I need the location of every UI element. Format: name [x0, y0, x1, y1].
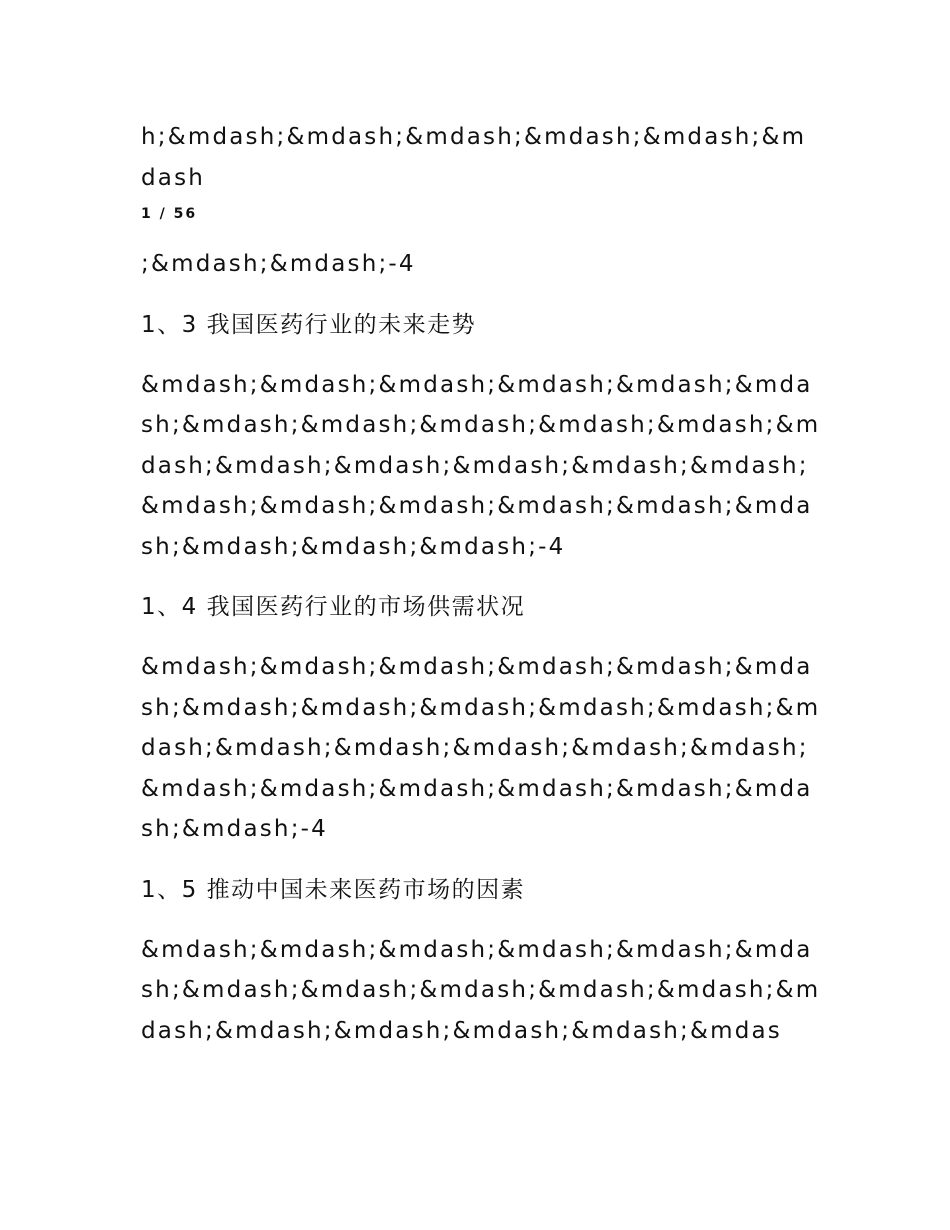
page-number: 1 / 56 [141, 206, 198, 222]
page-content [141, 117, 821, 1051]
paragraph-top: h;&mdash;&mdash;&mdash;&mdash;&mdash;&mdash [141, 124, 807, 191]
paragraph-1-5: &mdash;&mdash;&mdash;&mdash;&mdash;&mdash;&mdash;&mdash;&mdash;&mdash;&mdash;&mdash;&mdash;&mdash;&mdash;&mdash;&mdas [141, 936, 821, 1044]
section-heading-1-4: 1、4 我国医药行业的市场供需状况 [141, 594, 526, 620]
paragraph-1-4: &mdash;&mdash;&mdash;&mdash;&mdash;&mdash;&mdash;&mdash;&mdash;&mdash;&mdash;&mdash;&mdash;&mdash;&mdash;&mdash;&mdash;&mdash;&mdash;&mdash;&mdash;&mdash;&mdash;&mdash;-4 [141, 654, 821, 842]
section-heading-1-3: 1、3 我国医药行业的未来走势 [141, 311, 477, 338]
section-heading-1-5: 1、5 推动中国未来医药市场的因素 [141, 876, 526, 903]
paragraph-1-3: &mdash;&mdash;&mdash;&mdash;&mdash;&mdash;&mdash;&mdash;&mdash;&mdash;&mdash;&mdash;&mdash;&mdash;&mdash;&mdash;&mdash;&mdash;&mdash;&mdash;&mdash;&mdash;&mdash;&mdash;&mdash;&mdash;-4 [141, 371, 821, 560]
paragraph-continuation: ;&mdash;&mdash;-4 [141, 251, 416, 277]
